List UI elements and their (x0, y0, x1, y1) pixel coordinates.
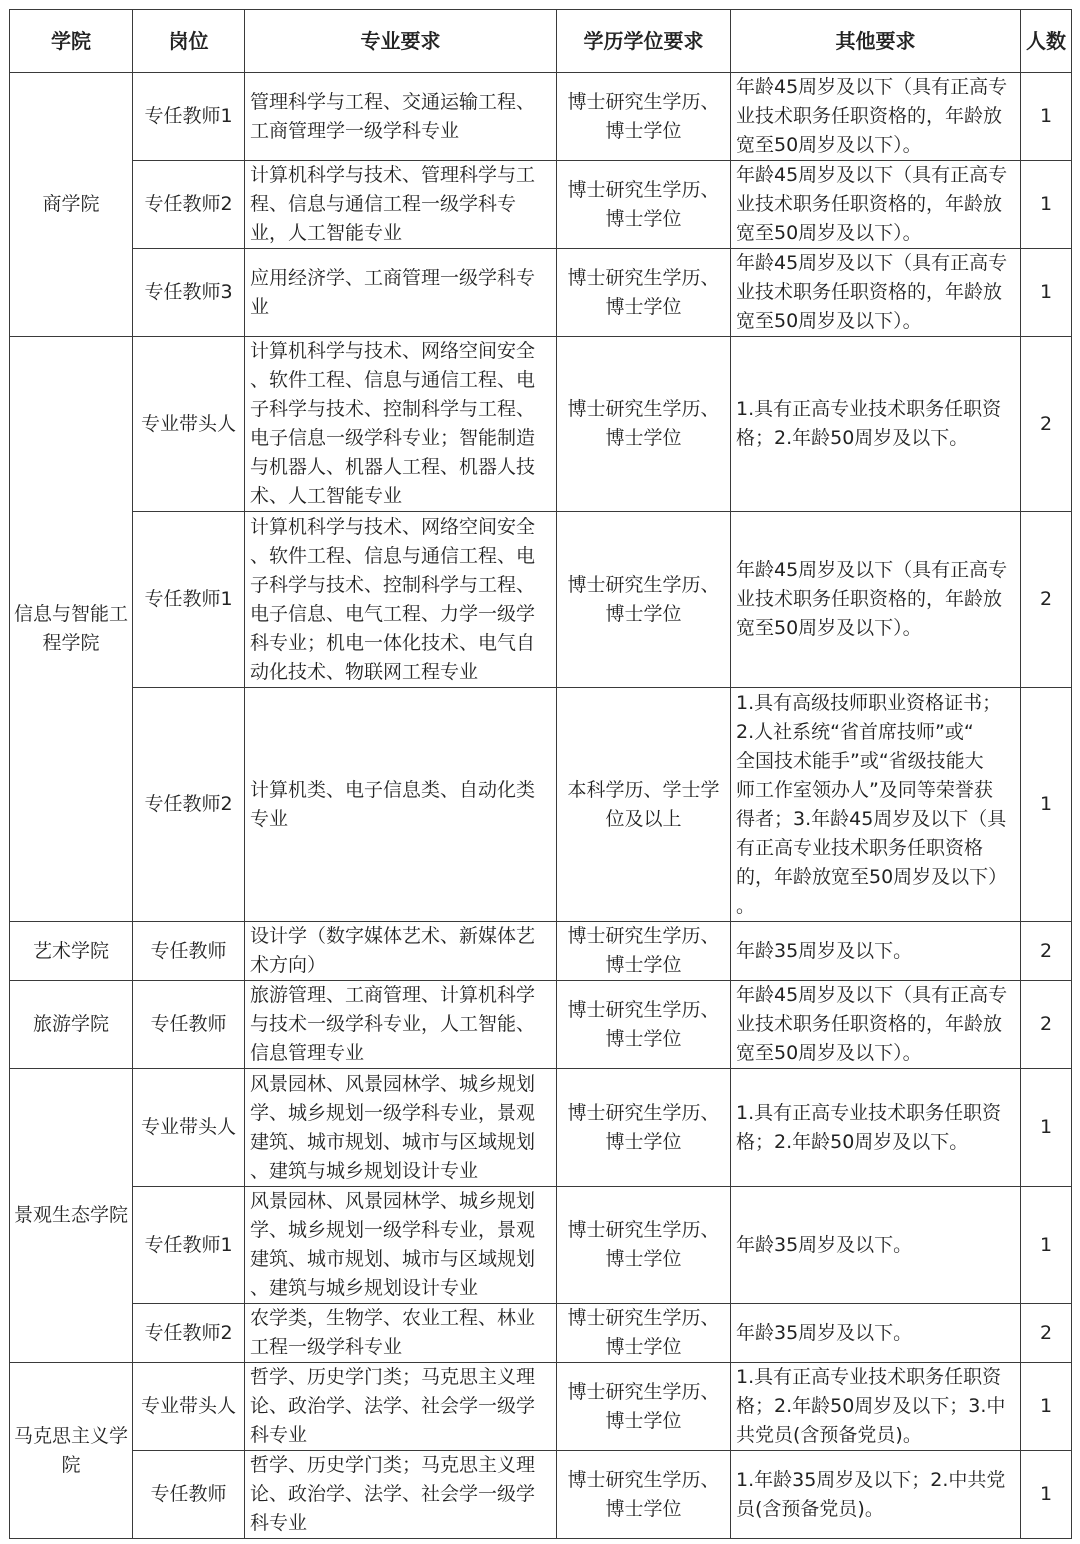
other-cell: 1.具有正高专业技术职务任职资 格；2.年龄50周岁及以下；3.中 共党员(含预备党员)。 (731, 1363, 1021, 1451)
post-cell: 专任教师3 (133, 249, 245, 337)
count-cell: 2 (1021, 981, 1072, 1069)
major-cell: 哲学、历史学门类；马克思主义理 论、政治学、法学、社会学一级学 科专业 (245, 1363, 557, 1451)
major-cell: 计算机科学与技术、网络空间安全 、软件工程、信息与通信工程、电 子科学与技术、控制科学与工程、 电子信息、电气工程、力学一级学 科专业；机电一体化技术、电气自 动化技术、物联网工程专业 (245, 512, 557, 688)
count-cell: 1 (1021, 161, 1072, 249)
table-row (10, 981, 1072, 1069)
post-cell: 专任教师1 (133, 73, 245, 161)
recruitment-table (9, 9, 1072, 1539)
table-header-row (10, 10, 1072, 73)
header-count: 人数 (1021, 10, 1072, 73)
header-major: 专业要求 (245, 10, 557, 73)
table-row (10, 1363, 1072, 1451)
major-cell: 设计学（数字媒体艺术、新媒体艺 术方向） (245, 922, 557, 981)
degree-cell: 博士研究生学历、 博士学位 (557, 1069, 731, 1187)
college-cell: 旅游学院 (10, 981, 133, 1069)
major-cell: 哲学、历史学门类；马克思主义理 论、政治学、法学、社会学一级学 科专业 (245, 1451, 557, 1539)
major-cell: 计算机类、电子信息类、自动化类 专业 (245, 688, 557, 922)
post-cell: 专任教师 (133, 981, 245, 1069)
recruitment-table-container (9, 9, 1071, 1539)
table-row (10, 337, 1072, 512)
table-row (10, 161, 1072, 249)
count-cell: 1 (1021, 1069, 1072, 1187)
post-cell: 专任教师2 (133, 688, 245, 922)
major-cell: 风景园林、风景园林学、城乡规划 学、城乡规划一级学科专业，景观 建筑、城市规划、城市与区域规划 、建筑与城乡规划设计专业 (245, 1187, 557, 1304)
other-cell: 1.具有正高专业技术职务任职资 格；2.年龄50周岁及以下。 (731, 337, 1021, 512)
degree-cell: 博士研究生学历、 博士学位 (557, 249, 731, 337)
count-cell: 1 (1021, 1187, 1072, 1304)
table-body (10, 73, 1072, 1539)
post-cell: 专任教师2 (133, 161, 245, 249)
other-cell: 年龄45周岁及以下（具有正高专 业技术职务任职资格的，年龄放 宽至50周岁及以下）。 (731, 981, 1021, 1069)
count-cell: 2 (1021, 512, 1072, 688)
college-cell: 商学院 (10, 73, 133, 337)
major-cell: 管理科学与工程、交通运输工程、 工商管理学一级学科专业 (245, 73, 557, 161)
header-other: 其他要求 (731, 10, 1021, 73)
post-cell: 专任教师 (133, 922, 245, 981)
header-degree: 学历学位要求 (557, 10, 731, 73)
degree-cell: 博士研究生学历、 博士学位 (557, 1451, 731, 1539)
table-row (10, 922, 1072, 981)
table-row (10, 1069, 1072, 1187)
other-cell: 年龄35周岁及以下。 (731, 1304, 1021, 1363)
major-cell: 风景园林、风景园林学、城乡规划 学、城乡规划一级学科专业，景观 建筑、城市规划、城市与区域规划 、建筑与城乡规划设计专业 (245, 1069, 557, 1187)
other-cell: 年龄35周岁及以下。 (731, 922, 1021, 981)
degree-cell: 博士研究生学历、 博士学位 (557, 1363, 731, 1451)
count-cell: 1 (1021, 1451, 1072, 1539)
table-row (10, 512, 1072, 688)
count-cell: 1 (1021, 249, 1072, 337)
degree-cell: 博士研究生学历、 博士学位 (557, 1187, 731, 1304)
post-cell: 专任教师 (133, 1451, 245, 1539)
count-cell: 1 (1021, 1363, 1072, 1451)
major-cell: 农学类，生物学、农业工程、林业 工程一级学科专业 (245, 1304, 557, 1363)
count-cell: 1 (1021, 73, 1072, 161)
college-cell: 信息与智能工 程学院 (10, 337, 133, 922)
other-cell: 年龄45周岁及以下（具有正高专 业技术职务任职资格的，年龄放 宽至50周岁及以下）。 (731, 512, 1021, 688)
major-cell: 计算机科学与技术、网络空间安全 、软件工程、信息与通信工程、电 子科学与技术、控制科学与工程、 电子信息一级学科专业；智能制造 与机器人、机器人工程、机器人技 术、人工智能专业 (245, 337, 557, 512)
other-cell: 年龄45周岁及以下（具有正高专 业技术职务任职资格的，年龄放 宽至50周岁及以下）。 (731, 161, 1021, 249)
other-cell: 年龄45周岁及以下（具有正高专 业技术职务任职资格的，年龄放 宽至50周岁及以下）。 (731, 249, 1021, 337)
degree-cell: 博士研究生学历、 博士学位 (557, 1304, 731, 1363)
other-cell: 1.具有正高专业技术职务任职资 格；2.年龄50周岁及以下。 (731, 1069, 1021, 1187)
table-row (10, 1304, 1072, 1363)
degree-cell: 博士研究生学历、 博士学位 (557, 922, 731, 981)
degree-cell: 博士研究生学历、 博士学位 (557, 512, 731, 688)
major-cell: 旅游管理、工商管理、计算机科学 与技术一级学科专业，人工智能、 信息管理专业 (245, 981, 557, 1069)
header-college: 学院 (10, 10, 133, 73)
post-cell: 专任教师2 (133, 1304, 245, 1363)
other-cell: 年龄45周岁及以下（具有正高专 业技术职务任职资格的，年龄放 宽至50周岁及以下）。 (731, 73, 1021, 161)
degree-cell: 博士研究生学历、 博士学位 (557, 337, 731, 512)
table-row (10, 73, 1072, 161)
college-cell: 艺术学院 (10, 922, 133, 981)
count-cell: 2 (1021, 337, 1072, 512)
count-cell: 2 (1021, 922, 1072, 981)
table-row (10, 249, 1072, 337)
other-cell: 年龄35周岁及以下。 (731, 1187, 1021, 1304)
table-row (10, 1187, 1072, 1304)
major-cell: 计算机科学与技术、管理科学与工 程、信息与通信工程一级学科专 业，人工智能专业 (245, 161, 557, 249)
other-cell: 1.年龄35周岁及以下；2.中共党 员(含预备党员)。 (731, 1451, 1021, 1539)
major-cell: 应用经济学、工商管理一级学科专 业 (245, 249, 557, 337)
post-cell: 专业带头人 (133, 337, 245, 512)
degree-cell: 本科学历、学士学 位及以上 (557, 688, 731, 922)
table-row (10, 688, 1072, 922)
college-cell: 马克思主义学 院 (10, 1363, 133, 1539)
degree-cell: 博士研究生学历、 博士学位 (557, 981, 731, 1069)
header-post: 岗位 (133, 10, 245, 73)
count-cell: 1 (1021, 688, 1072, 922)
college-cell: 景观生态学院 (10, 1069, 133, 1363)
post-cell: 专业带头人 (133, 1069, 245, 1187)
degree-cell: 博士研究生学历、 博士学位 (557, 161, 731, 249)
table-row (10, 1451, 1072, 1539)
post-cell: 专任教师1 (133, 512, 245, 688)
other-cell: 1.具有高级技师职业资格证书； 2.人社系统“省首席技师”或“ 全国技术能手”或“省级技能大 师工作室领办人”及同等荣誉获 得者；3.年龄45周岁及以下（具 有正高专业技术职务任职资格 的，年龄放宽至50周岁及以下） 。 (731, 688, 1021, 922)
count-cell: 2 (1021, 1304, 1072, 1363)
post-cell: 专任教师1 (133, 1187, 245, 1304)
degree-cell: 博士研究生学历、 博士学位 (557, 73, 731, 161)
post-cell: 专业带头人 (133, 1363, 245, 1451)
